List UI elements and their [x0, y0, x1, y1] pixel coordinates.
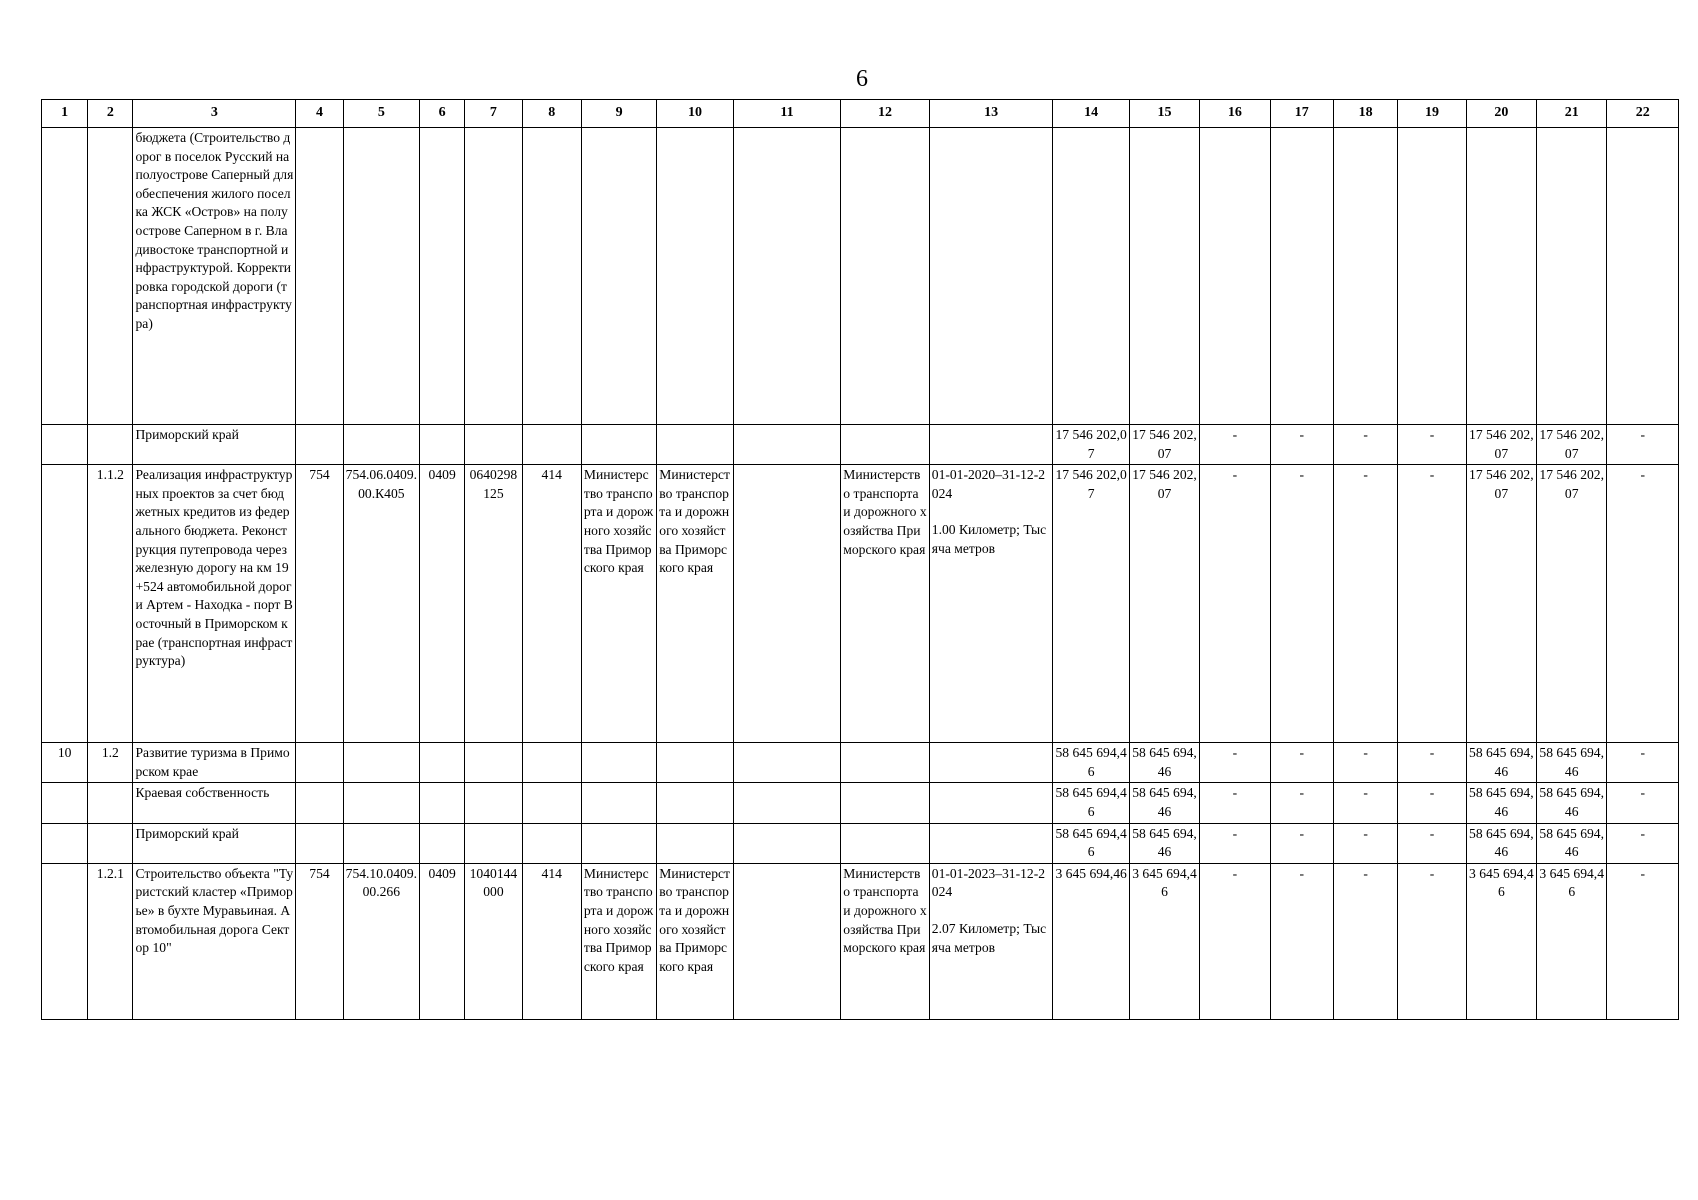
cell-col-9	[581, 743, 656, 783]
cell-col-22: -	[1607, 743, 1679, 783]
column-header-2: 2	[88, 100, 133, 128]
cell-col-1	[42, 128, 88, 425]
cell-col-12	[841, 743, 929, 783]
cell-col-8: 414	[522, 465, 581, 743]
cell-col-3: Краевая собственность	[133, 783, 296, 823]
implementation-period: 01-01-2020–31-12-2024	[931, 467, 1046, 501]
column-header-8: 8	[522, 100, 581, 128]
cell-col-20: 58 645 694,46	[1466, 743, 1536, 783]
cell-col-16: -	[1200, 863, 1270, 1019]
cell-col-15	[1129, 128, 1199, 425]
cell-col-1	[42, 823, 88, 863]
cell-col-8	[522, 823, 581, 863]
cell-col-15: 58 645 694,46	[1129, 783, 1199, 823]
cell-col-21: 17 546 202,07	[1537, 425, 1607, 465]
cell-col-18: -	[1333, 743, 1397, 783]
cell-col-2: 1.2.1	[88, 863, 133, 1019]
cell-col-14	[1053, 128, 1129, 425]
cell-col-11	[733, 465, 841, 743]
cell-col-1	[42, 425, 88, 465]
cell-col-2	[88, 425, 133, 465]
cell-col-12	[841, 823, 929, 863]
table-row	[42, 425, 1679, 465]
cell-col-2: 1.2	[88, 743, 133, 783]
cell-col-5	[343, 128, 419, 425]
cell-col-17: -	[1270, 823, 1333, 863]
cell-col-1	[42, 465, 88, 743]
cell-col-14: 17 546 202,07	[1053, 425, 1129, 465]
page-number: 6	[856, 66, 868, 92]
cell-col-1	[42, 863, 88, 1019]
cell-col-17: -	[1270, 863, 1333, 1019]
cell-col-19: -	[1398, 783, 1466, 823]
cell-col-22: -	[1607, 783, 1679, 823]
cell-col-17	[1270, 128, 1333, 425]
column-header-20: 20	[1466, 100, 1536, 128]
cell-col-22	[1607, 128, 1679, 425]
header-row	[42, 100, 1679, 128]
column-header-19: 19	[1398, 100, 1466, 128]
cell-col-16: -	[1200, 743, 1270, 783]
cell-col-7	[465, 425, 522, 465]
cell-col-10	[657, 783, 733, 823]
column-header-13: 13	[929, 100, 1053, 128]
cell-col-9: Министерство транспорта и дорожного хозяйства Приморского края	[581, 465, 656, 743]
cell-col-8	[522, 743, 581, 783]
column-header-18: 18	[1333, 100, 1397, 128]
cell-col-10	[657, 128, 733, 425]
cell-col-13	[929, 425, 1053, 465]
cell-col-12: Министерство транспорта и дорожного хозяйства Приморского края	[841, 465, 929, 743]
cell-col-6	[420, 743, 465, 783]
cell-col-1: 10	[42, 743, 88, 783]
cell-col-10	[657, 425, 733, 465]
cell-col-18: -	[1333, 823, 1397, 863]
table-row	[42, 128, 1679, 425]
cell-col-21: 3 645 694,46	[1537, 863, 1607, 1019]
cell-col-5	[343, 425, 419, 465]
cell-col-9	[581, 128, 656, 425]
cell-col-5: 754.10.0409.00.266	[343, 863, 419, 1019]
cell-col-14: 17 546 202,07	[1053, 465, 1129, 743]
cell-col-19: -	[1398, 823, 1466, 863]
cell-col-11	[733, 823, 841, 863]
spacer	[932, 503, 1051, 521]
cell-col-8: 414	[522, 863, 581, 1019]
cell-col-10: Министерство транспорта и дорожного хозяйства Приморского края	[657, 465, 733, 743]
cell-col-6	[420, 783, 465, 823]
cell-col-19: -	[1398, 863, 1466, 1019]
cell-col-5	[343, 823, 419, 863]
cell-col-4: 754	[296, 465, 343, 743]
cell-col-13	[929, 743, 1053, 783]
cell-col-3: Строительство объекта "Туристский кластер «Приморье» в бухте Муравьиная. Автомобильная дорога Сектор 10"	[133, 863, 296, 1019]
cell-col-13	[929, 465, 1053, 743]
column-header-12: 12	[841, 100, 929, 128]
column-header-17: 17	[1270, 100, 1333, 128]
column-header-22: 22	[1607, 100, 1679, 128]
cell-col-21: 58 645 694,46	[1537, 783, 1607, 823]
column-header-7: 7	[465, 100, 522, 128]
cell-col-4	[296, 783, 343, 823]
budget-table	[41, 99, 1679, 1020]
cell-col-13	[929, 863, 1053, 1019]
cell-col-18	[1333, 128, 1397, 425]
column-header-3: 3	[133, 100, 296, 128]
cell-col-21	[1537, 128, 1607, 425]
cell-col-14: 58 645 694,46	[1053, 783, 1129, 823]
cell-col-6	[420, 425, 465, 465]
cell-col-14: 58 645 694,46	[1053, 743, 1129, 783]
cell-col-17: -	[1270, 783, 1333, 823]
cell-col-7: 1040144000	[465, 863, 522, 1019]
cell-col-15: 17 546 202,07	[1129, 465, 1199, 743]
cell-col-17: -	[1270, 425, 1333, 465]
cell-col-22: -	[1607, 425, 1679, 465]
table-body	[42, 128, 1679, 1020]
cell-col-4	[296, 743, 343, 783]
cell-col-4: 754	[296, 863, 343, 1019]
cell-col-13	[929, 823, 1053, 863]
cell-col-7	[465, 743, 522, 783]
implementation-period: 01-01-2023–31-12-2024	[931, 865, 1046, 900]
cell-col-4	[296, 425, 343, 465]
cell-col-6	[420, 128, 465, 425]
cell-col-8	[522, 425, 581, 465]
cell-col-11	[733, 743, 841, 783]
column-header-1: 1	[42, 100, 88, 128]
cell-col-11	[733, 425, 841, 465]
cell-col-19: -	[1398, 743, 1466, 783]
cell-col-11	[733, 128, 841, 425]
cell-col-16: -	[1200, 465, 1270, 743]
cell-col-7	[465, 783, 522, 823]
cell-col-15: 17 546 202,07	[1129, 425, 1199, 465]
cell-col-13	[929, 128, 1053, 425]
cell-col-15: 3 645 694,46	[1129, 863, 1199, 1019]
cell-col-7	[465, 823, 522, 863]
cell-col-21: 17 546 202,07	[1537, 465, 1607, 743]
cell-col-14: 58 645 694,46	[1053, 823, 1129, 863]
cell-col-11	[733, 863, 841, 1019]
cell-col-16: -	[1200, 425, 1270, 465]
cell-col-20: 17 546 202,07	[1466, 425, 1536, 465]
cell-col-9	[581, 425, 656, 465]
cell-col-18: -	[1333, 425, 1397, 465]
cell-col-12	[841, 425, 929, 465]
cell-col-4	[296, 823, 343, 863]
cell-col-20: 58 645 694,46	[1466, 783, 1536, 823]
cell-col-6: 0409	[420, 465, 465, 743]
cell-col-3: Приморский край	[133, 823, 296, 863]
table-row	[42, 863, 1679, 1019]
cell-col-10	[657, 743, 733, 783]
cell-col-18: -	[1333, 863, 1397, 1019]
cell-col-11	[733, 783, 841, 823]
cell-col-3: Развитие туризма в Приморском крае	[133, 743, 296, 783]
cell-col-18: -	[1333, 783, 1397, 823]
cell-col-17: -	[1270, 743, 1333, 783]
column-header-4: 4	[296, 100, 343, 128]
column-header-11: 11	[733, 100, 841, 128]
cell-col-7	[465, 128, 522, 425]
table-row	[42, 465, 1679, 743]
cell-col-20: 17 546 202,07	[1466, 465, 1536, 743]
cell-col-16: -	[1200, 823, 1270, 863]
cell-col-19	[1398, 128, 1466, 425]
cell-col-20	[1466, 128, 1536, 425]
cell-col-9	[581, 823, 656, 863]
column-header-10: 10	[657, 100, 733, 128]
cell-col-8	[522, 128, 581, 425]
cell-col-22: -	[1607, 863, 1679, 1019]
cell-col-9: Министерство транспорта и дорожного хозяйства Приморского края	[581, 863, 656, 1019]
cell-col-15: 58 645 694,46	[1129, 743, 1199, 783]
cell-col-5	[343, 783, 419, 823]
cell-col-9	[581, 783, 656, 823]
cell-col-21: 58 645 694,46	[1537, 743, 1607, 783]
cell-col-6: 0409	[420, 863, 465, 1019]
cell-col-15: 58 645 694,46	[1129, 823, 1199, 863]
cell-col-5	[343, 743, 419, 783]
cell-col-19: -	[1398, 425, 1466, 465]
cell-col-17: -	[1270, 465, 1333, 743]
cell-col-3: Реализация инфраструктурных проектов за счет бюджетных кредитов из федерального бюджета. Реконструкция путепровода через железную дорогу на км 19+524 автомобильной дороги Артем - Находка - порт Восточный в Приморском крае (транспортная инфраструктура)	[133, 465, 296, 743]
cell-col-2	[88, 823, 133, 863]
cell-col-8	[522, 783, 581, 823]
cell-col-16: -	[1200, 783, 1270, 823]
cell-col-3: бюджета (Строительство дорог в поселок Русский на полуострове Саперный для обеспечения жилого поселка ЖСК «Остров» на полуострове Саперном в г. Владивостоке транспортной инфраструктурой. Корректировка городской дороги (транспортная инфраструктура)	[133, 128, 296, 425]
column-header-5: 5	[343, 100, 419, 128]
column-header-6: 6	[420, 100, 465, 128]
cell-col-4	[296, 128, 343, 425]
cell-col-16	[1200, 128, 1270, 425]
cell-col-7: 0640298125	[465, 465, 522, 743]
cell-col-3: Приморский край	[133, 425, 296, 465]
cell-col-14: 3 645 694,46	[1053, 863, 1129, 1019]
cell-col-22: -	[1607, 465, 1679, 743]
capacity-indicator: 2.07 Километр; Тысяча метров	[931, 920, 1047, 955]
cell-col-18: -	[1333, 465, 1397, 743]
cell-col-5: 754.06.0409.00.К405	[343, 465, 419, 743]
spacer	[932, 902, 1051, 920]
cell-col-20: 3 645 694,46	[1466, 863, 1536, 1019]
cell-col-1	[42, 783, 88, 823]
table-row	[42, 823, 1679, 863]
column-header-15: 15	[1129, 100, 1199, 128]
table-row	[42, 783, 1679, 823]
cell-col-10: Министерство транспорта и дорожного хозяйства Приморского края	[657, 863, 733, 1019]
cell-col-12	[841, 783, 929, 823]
cell-col-12: Министерство транспорта и дорожного хозяйства Приморского края	[841, 863, 929, 1019]
column-header-9: 9	[581, 100, 656, 128]
column-header-21: 21	[1537, 100, 1607, 128]
column-header-16: 16	[1200, 100, 1270, 128]
table-row	[42, 743, 1679, 783]
cell-col-21: 58 645 694,46	[1537, 823, 1607, 863]
column-header-14: 14	[1053, 100, 1129, 128]
capacity-indicator: 1.00 Километр; Тысяча метров	[931, 522, 1047, 556]
cell-col-19: -	[1398, 465, 1466, 743]
cell-col-12	[841, 128, 929, 425]
cell-col-13	[929, 783, 1053, 823]
cell-col-2	[88, 783, 133, 823]
cell-col-2	[88, 128, 133, 425]
cell-col-6	[420, 823, 465, 863]
cell-col-10	[657, 823, 733, 863]
cell-col-2: 1.1.2	[88, 465, 133, 743]
cell-col-22: -	[1607, 823, 1679, 863]
cell-col-20: 58 645 694,46	[1466, 823, 1536, 863]
